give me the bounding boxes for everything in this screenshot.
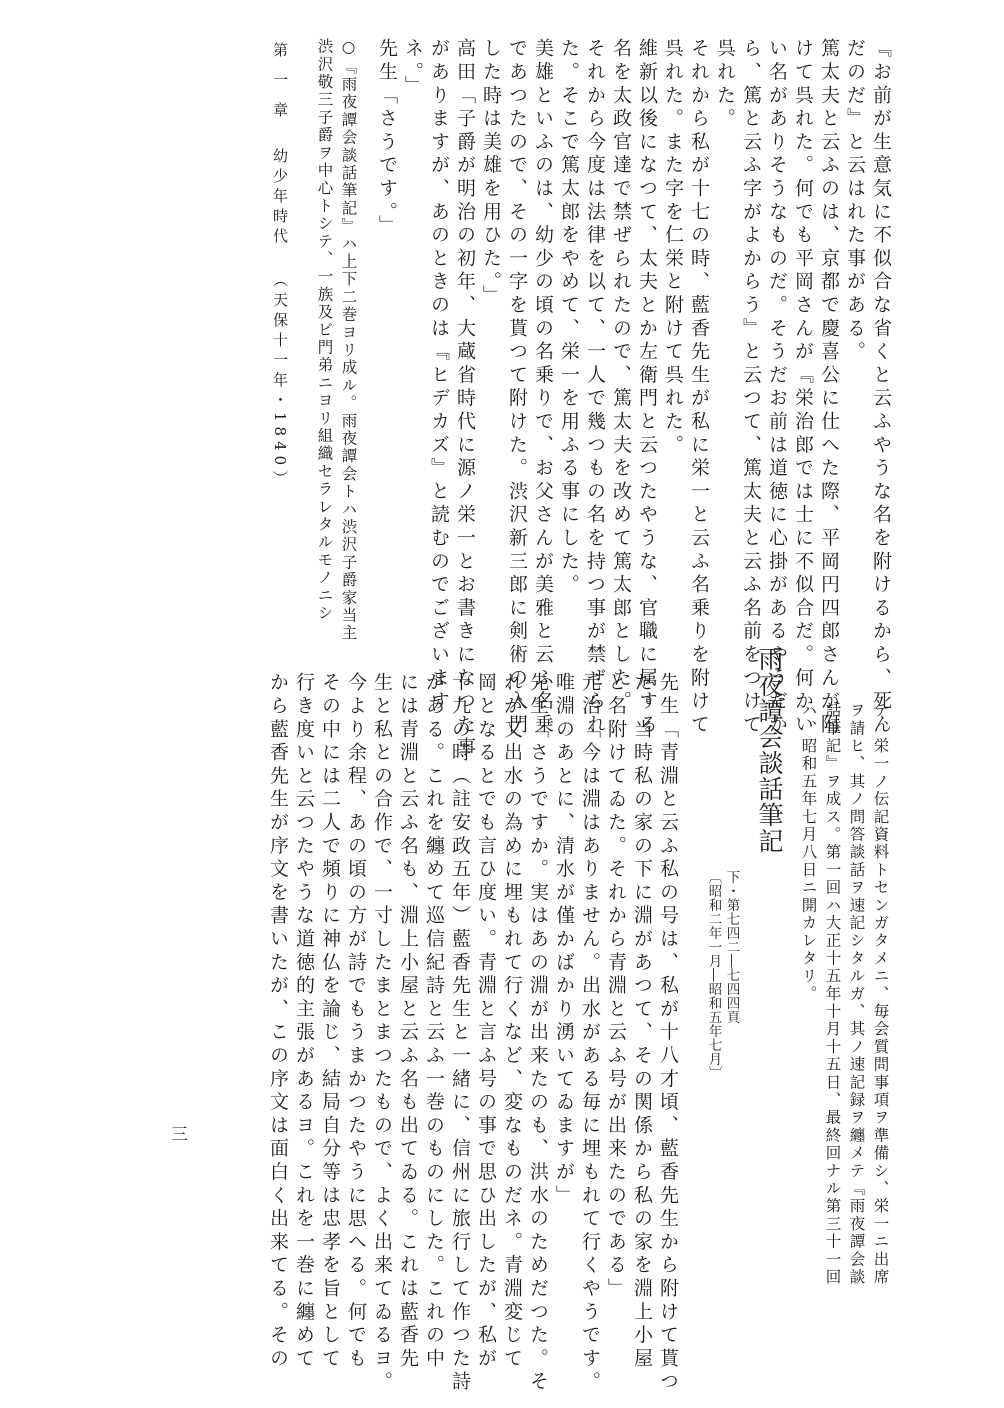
text-column: その中には二人で頻りに神仏を論じ、結局自分等は忠孝を旨として <box>319 672 341 1371</box>
text-column: 生と私との合作で、一寸したまとまつたもので、よく出来てゐるヨ。 <box>371 672 393 1395</box>
source-note: テ、栄一ノ伝記資料トセンガタメニ、毎会質問事項ヲ準備シ、栄一ニ出席 <box>871 702 890 1287</box>
text-column: 維新以後になつて、太夫とか左衛門と云つたやうな、官職に属する <box>636 38 658 737</box>
text-column: した時は美雄を用ひた。」 <box>480 38 502 309</box>
source-reference: 〔昭和二年一月―昭和五年七月〕 <box>705 870 722 1080</box>
text-column: には青淵と云ふ名も、淵上小屋と云ふ名も出てゐる。これは藍香先 <box>397 672 419 1371</box>
section-title: 雨夜譚会談話筆記 <box>755 646 784 854</box>
text-column: 呉れた。 <box>714 38 736 132</box>
text-column: 先生「青淵と云ふ私の号は、私が十八才頃、藍香先生から附けて貰つ <box>657 672 679 1395</box>
text-column: れが又出水の為めに埋もれて行くなど、変なものだネ。青淵変じて <box>501 672 523 1371</box>
text-column: た。当時私の家の下に淵があつて、その関係から私の家を淵上小屋 <box>631 672 653 1371</box>
text-column: 高田「子爵が明治の初年、大蔵省時代に源ノ栄一とお書きになつた事 <box>454 38 476 761</box>
text-column: 篤太夫と云ふのは、京都で慶喜公に仕へた際、平岡円四郎さんが附 <box>818 38 840 737</box>
text-column: 十九の時（註安政五年）藍香先生と一緒に、信州に旅行して作つた詩 <box>449 672 471 1395</box>
text-column: がありますが、あのときのは『ヒデカズ』と読むのでございます <box>428 38 450 714</box>
text-column: から藍香先生が序文を書いたが、この序文は面白く出来てる。その <box>267 672 289 1371</box>
text-column: 先生「さうですか。実はあの淵が出来たのも、洪水のためだつた。そ <box>527 672 549 1395</box>
text-column: であつたので、その一字を貰つて附けた。渋沢新三郎に剣術の入門 <box>506 38 528 737</box>
text-column: それから私が十七の時、藍香先生が私に栄一と云ふ名乗りを附けて <box>688 38 710 737</box>
source-note: ○『雨夜譚会談話筆記』ハ上下二巻ヨリ成ル。雨夜譚会トハ渋沢子爵家当主 <box>339 38 358 643</box>
text-column: 先生「さうです。」 <box>376 38 398 239</box>
text-column: 岡となるとでも言ひ度い。青淵と言ふ号の事で思ひ出したが、私が <box>475 672 497 1371</box>
text-column: ネ。」 <box>402 38 424 99</box>
text-column: と名附けてゐた。それから青淵と云ふ号が出来たのである」 <box>605 672 627 1302</box>
text-column: だのだ』と云はれた事がある。 <box>844 38 866 365</box>
text-column: 今より余程、あの頃の方が詩でもうまかつたやうに思へる。何でも <box>345 672 367 1371</box>
text-column: 行き度いと云つたやうな道徳的主張があるヨ。これを一巻に纏めて <box>293 672 315 1371</box>
source-note: ハ、昭和五年七月八日ニ開カレタリ。 <box>799 702 818 1003</box>
source-note: ヲ請ヒ、其ノ問答談話ヲ速記シタルガ、其ノ速記録ヲ纏メテ『雨夜譚会談 <box>847 702 866 1287</box>
text-column: い名がありそうなものだ。そうだお前は道徳に心掛があるやうだか <box>766 38 788 737</box>
text-column: た。そこで篤太郎をやめて、栄一を用ふる事にした。 <box>558 38 580 598</box>
source-note: 渋沢敬三子爵ヲ中心トシテ、一族及ビ門弟ニヨリ組織セラレタルモノニシ <box>315 38 334 623</box>
text-column: 名を太政官達で禁ぜられたので、篤太夫を改めて篤太郎とした。 <box>610 38 632 714</box>
page-number: 三 <box>167 1125 187 1142</box>
text-column: 唯淵のあとに、清水が僅かばかり湧いてゐますが」 <box>553 672 575 1208</box>
source-note: 話筆記』ヲ成ス。第一回ハ大正十五年十月十五日、最終回ナル第三十一回 <box>823 702 842 1287</box>
text-column: ら、篤と云ふ字がよからう』と云つて、篤太夫と云ふ名前をつけて <box>740 38 762 737</box>
text-column: 美雄といふのは、幼少の頃の名乗りで、お父さんが美雅と云ふ名乗 <box>532 38 554 737</box>
text-column: けて呉れた。何でも平岡さんが『栄治郎では士に不似合だ。何かい <box>792 38 814 737</box>
text-column: 元治「今は淵はありません。出水がある毎に埋もれて行くやうです。 <box>579 672 601 1395</box>
section-header: 幼少年時代 <box>271 148 289 248</box>
chapter-header: 第一章 <box>271 42 289 132</box>
text-column: それから今度は法律を以て、一人で幾つもの名を持つ事が禁ぜられ <box>584 38 606 737</box>
source-reference: 下・第七四二―七四四頁 <box>723 870 740 1024</box>
era-header: （天保十一年・1840） <box>271 272 289 491</box>
text-column: 呉れた。また字を仁栄と附けて呉れた。 <box>662 38 684 458</box>
text-column: がある。これを纏めて巡信紀詩と云ふ一巻のものにした。これの中 <box>423 672 445 1371</box>
text-column: 『お前が生意気に不似合な省くと云ふやうな名を附けるから、死ん <box>870 38 892 737</box>
